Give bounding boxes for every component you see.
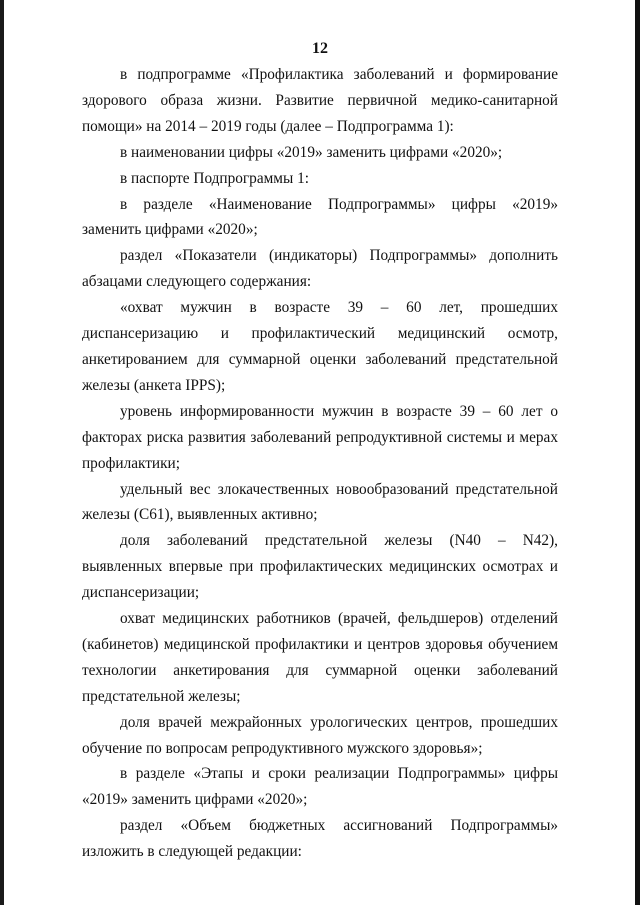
paragraph-budget-section: раздел «Объем бюджетных ассигнований Подпрограммы» изложить в следующей редакции: (82, 817, 558, 861)
paragraph-subprogram-intro: в подпрограмме «Профилактика заболеваний и формирование здорового образа жизни. Развитие первичной медико-санитарной помощи» на 2014 – 2019 годы (далее – Подпрограмма 1): (82, 66, 558, 135)
paragraph-name-change: в наименовании цифры «2019» заменить цифрами «2020»; (120, 143, 503, 161)
paragraph-indicators-section: раздел «Показатели (индикаторы) Подпрограммы» дополнить абзацами следующего содержания: (82, 247, 558, 291)
scan-edge-right (635, 0, 640, 905)
page-number: 12 (312, 40, 328, 57)
paragraph-coverage-men: «охват мужчин в возрасте 39 – 60 лет, прошедших диспансеризацию и профилактический медицинский осмотр, анкетированием для суммарной оценки заболеваний предстательной железы (анкета IPPS); (82, 299, 558, 394)
paragraph-section-name: в разделе «Наименование Подпрограммы» цифры «2019» заменить цифрами «2020»; (82, 195, 558, 239)
paragraph-awareness-level: уровень информированности мужчин в возрасте 39 – 60 лет о факторах риска развития заболеваний репродуктивной системы и мерах профилактики; (82, 402, 558, 472)
scan-edge-left (0, 0, 4, 905)
paragraph-staff-training: охват медицинских работников (врачей, фельдшеров) отделений (кабинетов) медицинской профилактики и центров здоровья обучением технологии анкетирования для суммарной оценки заболеваний предстательной железы; (82, 610, 558, 705)
paragraph-passport: в паспорте Подпрограммы 1: (120, 169, 309, 187)
paragraph-disease-share: доля заболеваний предстательной железы (N40 – N42), выявленных впервые при профилактических медицинских осмотрах и диспансеризации; (82, 532, 558, 602)
paragraph-malignant-share: удельный вес злокачественных новообразований предстательной железы (С61), выявленных активно; (82, 480, 558, 524)
paragraph-stages-section: в разделе «Этапы и сроки реализации Подпрограммы» цифры «2019» заменить цифрами «2020»; (82, 765, 558, 809)
document-body (82, 62, 558, 865)
paragraph-urologists-share: доля врачей межрайонных урологических центров, прошедших обучение по вопросам репродуктивного мужского здоровья»; (82, 713, 558, 757)
